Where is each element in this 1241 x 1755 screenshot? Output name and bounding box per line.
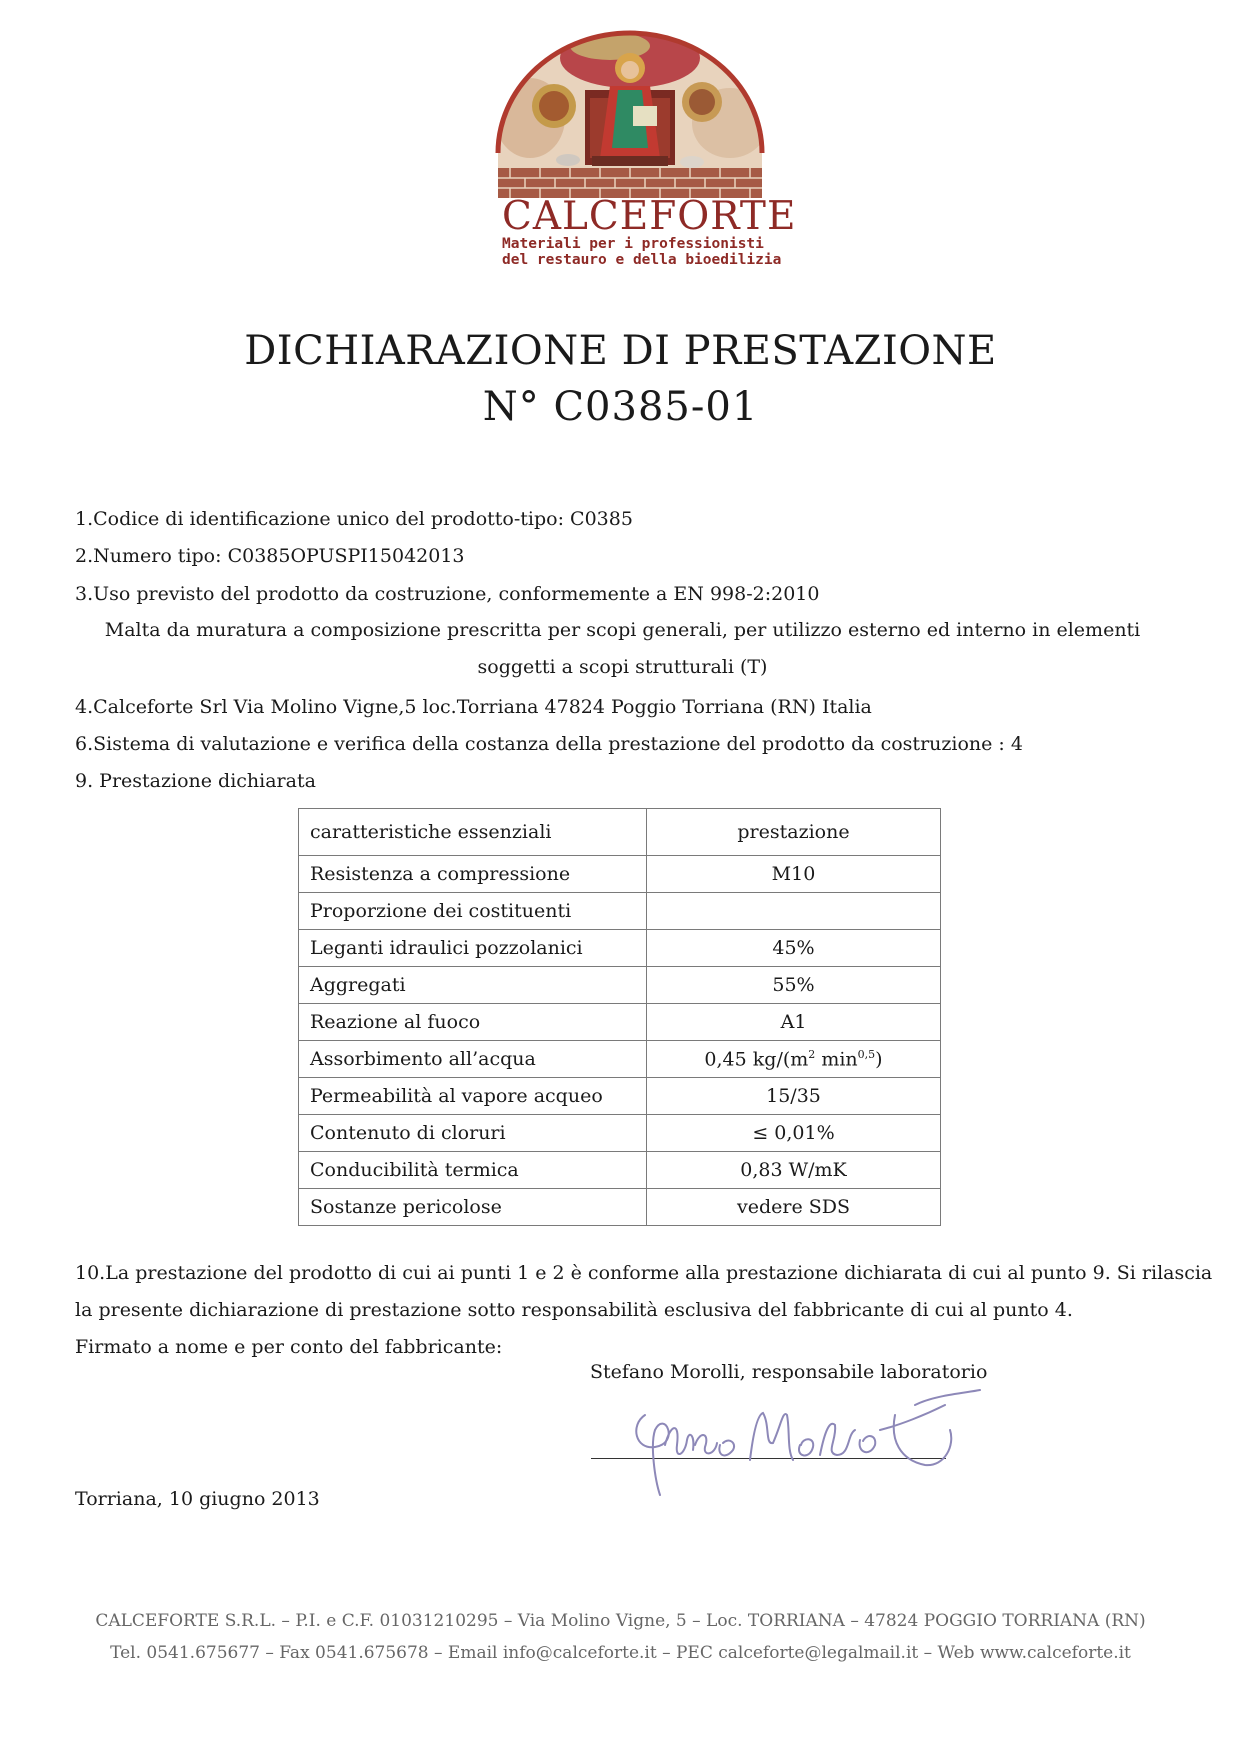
table-row xyxy=(299,1152,941,1189)
table-row xyxy=(299,856,941,893)
company-logo xyxy=(490,28,797,268)
table-cell-characteristic: Leganti idraulici pozzolanici xyxy=(299,930,647,967)
logo-tagline-1: Materiali per i professionisti xyxy=(502,236,764,252)
table-header-characteristic: caratteristiche essenziali xyxy=(299,809,647,856)
footer-company-info: CALCEFORTE S.R.L. – P.I. e C.F. 01031210295 – Via Molino Vigne, 5 – Loc. TORRIANA – 47824 POGGIO TORRIANA (RN) xyxy=(95,1611,1146,1631)
document-number: N° C0385-01 xyxy=(482,384,759,430)
item-3-intended-use: 3.Uso previsto del prodotto da costruzione, conformemente a EN 998-2:2010 xyxy=(75,583,820,605)
item-6-assessment-system: 6.Sistema di valutazione e verifica della costanza della prestazione del prodotto da costruzione : 4 xyxy=(75,733,1023,755)
table-row xyxy=(299,967,941,1004)
signed-on-behalf-label: Firmato a nome e per conto del fabbricante: xyxy=(75,1336,503,1358)
item-4-manufacturer: 4.Calceforte Srl Via Molino Vigne,5 loc.Torriana 47824 Poggio Torriana (RN) Italia xyxy=(75,696,872,718)
table-cell-characteristic: Resistenza a compressione xyxy=(299,856,647,893)
signatory-name: Stefano Morolli, responsabile laboratorio xyxy=(590,1361,988,1383)
table-cell-value xyxy=(647,893,941,930)
handwritten-signature xyxy=(625,1385,995,1505)
value-part: 0,45 kg/(m xyxy=(704,1048,809,1071)
table-cell-characteristic: Permeabilità al vapore acqueo xyxy=(299,1078,647,1115)
table-row xyxy=(299,1115,941,1152)
item-10-conformity-line-2: la presente dichiarazione di prestazione sotto responsabilità esclusiva del fabbricante di cui al punto 4. xyxy=(75,1299,1073,1321)
table-cell-characteristic: Contenuto di cloruri xyxy=(299,1115,647,1152)
value-part: min xyxy=(815,1048,858,1071)
table-header-row xyxy=(299,809,941,856)
value-superscript: 2 xyxy=(808,1047,816,1061)
table-cell-value: M10 xyxy=(647,856,941,893)
item-10-conformity-line-1: 10.La prestazione del prodotto di cui ai punti 1 e 2 è conforme alla prestazione dichiarata di cui al punto 9. Si rilascia xyxy=(75,1262,1213,1284)
table-row xyxy=(299,1078,941,1115)
table-cell-characteristic: Assorbimento all’acqua xyxy=(299,1041,647,1078)
table-cell-value: vedere SDS xyxy=(647,1189,941,1226)
item-2-type-number: 2.Numero tipo: C0385OPUSPI15042013 xyxy=(75,545,465,567)
table-cell-value: ≤ 0,01% xyxy=(647,1115,941,1152)
logo-brand-name: CALCEFORTE xyxy=(502,194,797,239)
logo-tagline-2: del restauro e della bioedilizia xyxy=(502,252,782,268)
table-cell-value: A1 xyxy=(647,1004,941,1041)
item-3-use-description: Malta da muratura a composizione prescritta per scopi generali, per utilizzo esterno ed interno in elementi soggetti a scopi strutturali (T) xyxy=(104,619,1141,678)
document-title: DICHIARAZIONE DI PRESTAZIONE xyxy=(244,328,997,374)
fresco-emblem xyxy=(490,28,770,198)
table-cell-characteristic: Reazione al fuoco xyxy=(299,1004,647,1041)
footer-contacts: Tel. 0541.675677 – Fax 0541.675678 – Email info@calceforte.it – PEC calceforte@legalmail.it – Web www.calceforte.it xyxy=(110,1643,1131,1663)
table-cell-value: 15/35 xyxy=(647,1078,941,1115)
table-header-performance: prestazione xyxy=(647,809,941,856)
item-1-product-code: 1.Codice di identificazione unico del prodotto-tipo: C0385 xyxy=(75,508,633,530)
table-row xyxy=(299,893,941,930)
table-cell-characteristic: Conducibilità termica xyxy=(299,1152,647,1189)
table-row xyxy=(299,1004,941,1041)
table-row xyxy=(299,1189,941,1226)
table-cell-characteristic: Sostanze pericolose xyxy=(299,1189,647,1226)
table-row xyxy=(299,930,941,967)
place-and-date: Torriana, 10 giugno 2013 xyxy=(75,1488,320,1510)
table-cell-value xyxy=(647,1041,941,1078)
table-row xyxy=(299,1041,941,1078)
table-cell-characteristic: Aggregati xyxy=(299,967,647,1004)
table-cell-value: 0,83 W/mK xyxy=(647,1152,941,1189)
performance-table xyxy=(298,808,941,1226)
value-part: ) xyxy=(875,1048,883,1071)
value-superscript: 0,5 xyxy=(857,1047,876,1061)
table-cell-value: 45% xyxy=(647,930,941,967)
table-cell-characteristic: Proporzione dei costituenti xyxy=(299,893,647,930)
table-cell-value: 55% xyxy=(647,967,941,1004)
item-9-declared-performance: 9. Prestazione dichiarata xyxy=(75,770,316,792)
